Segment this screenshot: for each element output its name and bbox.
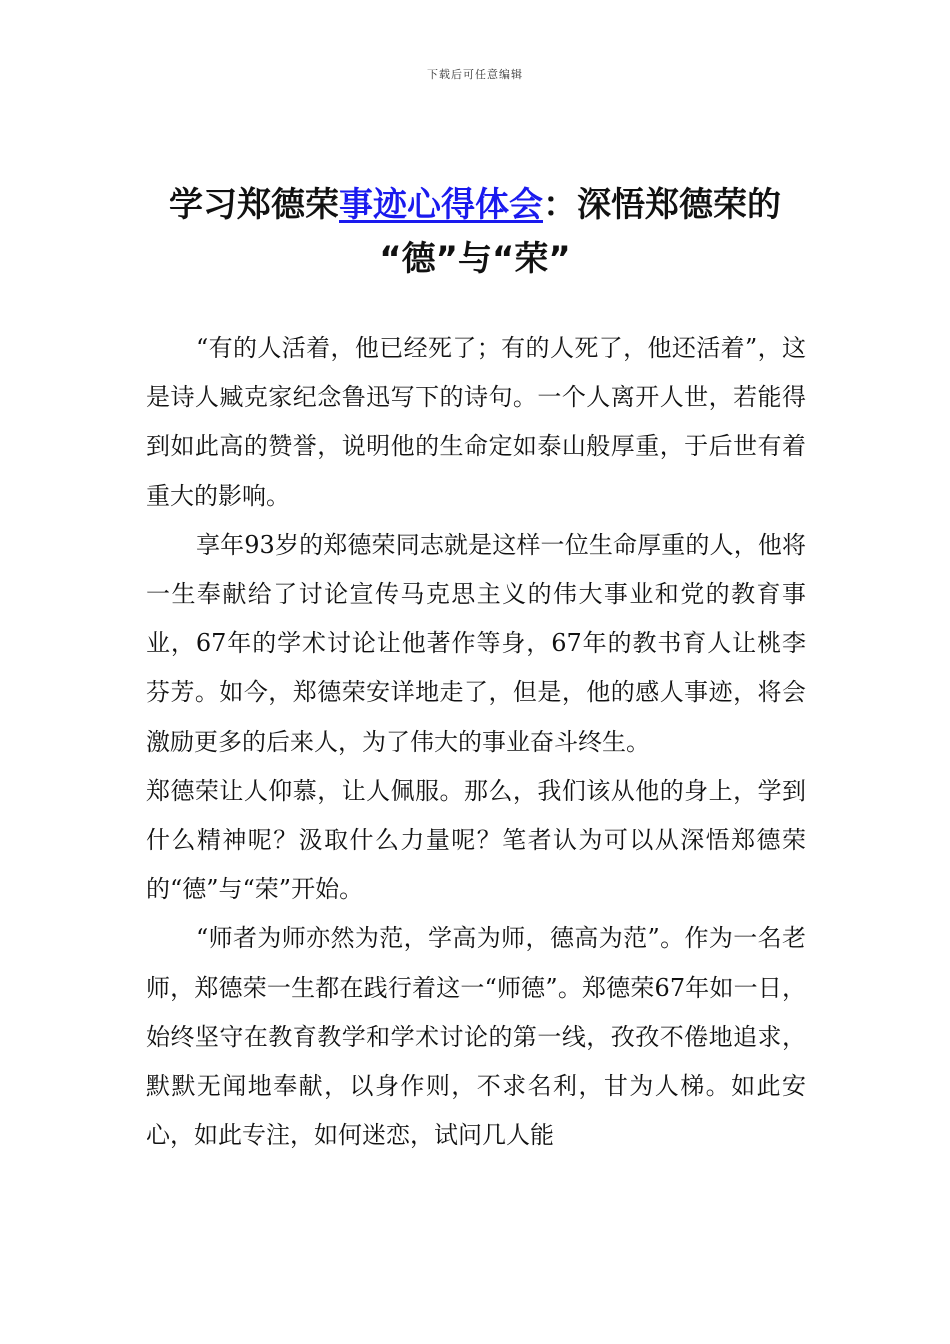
document-title bbox=[100, 178, 850, 286]
title-link[interactable]: 事迹心得体会 bbox=[339, 185, 543, 225]
header-note: 下载后可任意编辑 bbox=[427, 68, 523, 81]
paragraph: 享年93岁的郑德荣同志就是这样一位生命厚重的人，他将一生奉献给了讨论宣传马克思主义的伟大事业和党的教育事业，67年的学术讨论让他著作等身，67年的教书育人让桃李芬芳。如今，郑德荣安详地走了，但是，他的感人事迹，将会激励更多的后来人，为了伟大的事业奋斗终生。 bbox=[146, 530, 806, 756]
paragraph: 郑德荣让人仰慕，让人佩服。那么，我们该从他的身上，学到什么精神呢？汲取什么力量呢？笔者认为可以从深悟郑德荣的“德”与“荣”开始。 bbox=[146, 776, 806, 904]
title-text-end: ：深悟郑德荣的 bbox=[543, 185, 781, 225]
title-text-start: 学习郑德荣 bbox=[169, 185, 339, 225]
title-line-2: “德”与“荣” bbox=[379, 239, 571, 279]
paragraph: “有的人活着，他已经死了；有的人死了，他还活着”，这是诗人臧克家纪念鲁迅写下的诗句。一个人离开人世，若能得到如此高的赞誉，说明他的生命定如泰山般厚重，于后世有着重大的影响。 bbox=[146, 334, 806, 510]
document-body bbox=[146, 324, 806, 1160]
title-line-1 bbox=[100, 178, 850, 232]
paragraph: “师者为师亦然为范，学高为师，德高为范”。作为一名老师，郑德荣一生都在践行着这一“师德”。郑德荣67年如一日，始终坚守在教育教学和学术讨论的第一线，孜孜不倦地追求，默默无闻地奉献，以身作则，不求名利，甘为人梯。如此安心，如此专注，如何迷恋，试问几人能 bbox=[146, 924, 806, 1150]
